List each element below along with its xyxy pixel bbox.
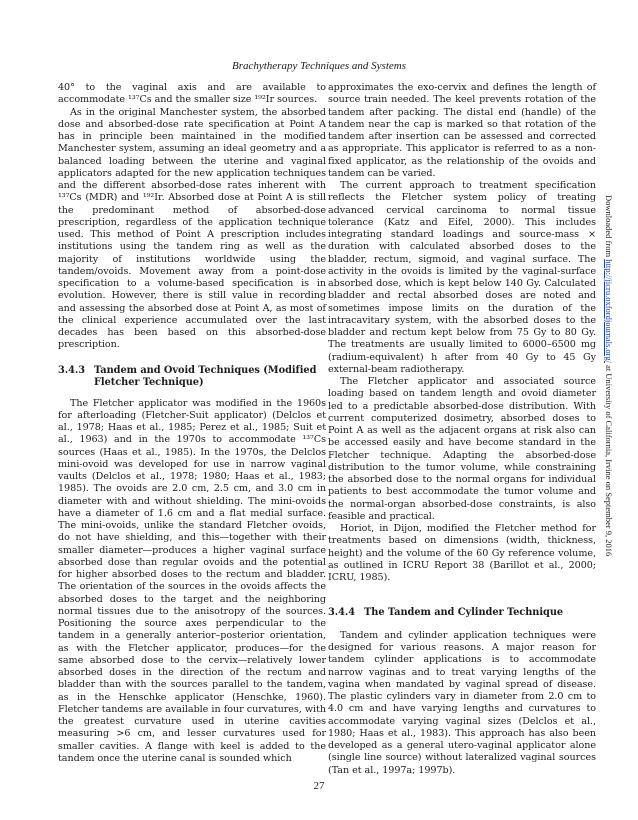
paragraph: 40° to the vaginal axis and are available to accommodate ¹³⁷Cs and the smaller size ¹⁹²Ir sources. [58, 82, 326, 106]
paragraph: The Fletcher applicator and associated source loading based on tandem length and ovoid diameter led to a predictable absorbed-dose distribution. With current computerized dosimetry, absorbed doses to Point A as well as the adjacent organs at risk also can be accessed easily and have become standard in the Fletcher technique. Adapting the absorbed-dose distribution to the tumor volume, while constraining the absorbed dose to the normal organs for individual patients to best accommodate the tumor volume and the normal-organ absorbed-dose constraints, is also feasible and practical. [328, 376, 596, 522]
download-notice [604, 195, 614, 556]
journal-link[interactable]: http://jicru.oxfordjournals.org/ [604, 259, 614, 363]
page-number: 27 [313, 780, 325, 792]
section-title: The Tandem and Cylinder Technique [364, 607, 564, 619]
paragraph: As in the original Manchester system, the absorbed dose and absorbed-dose rate specification at Point A has in principle been maintained in the modified Manchester system, assuming an ideal geometry and a balanced loading between the uterine and vaginal applicators adapted for the new application techniques and the different absorbed-dose rates inherent with ¹³⁷Cs (MDR) and ¹⁹²Ir. Absorbed dose at Point A is still the predominant method of absorbed-dose prescription, regardless of the application technique used. This method of Point A prescription includes institutions using the tandem ring as well as the majority of institutions worldwide using the tandem/ovoids. Movement away from a point-dose specification to a volume-based specification is in evolution. However, there is still value in recording and assessing the absorbed dose at Point A, as most of the clinical experience accumulated over the last decades has been based on this absorbed-dose prescription. [58, 106, 326, 351]
section-title: Tandem and Ovoid Techniques (Modified Fletcher Technique) [94, 364, 317, 388]
right-column [328, 82, 596, 777]
paragraph: Tandem and cylinder application techniques were designed for various reasons. A major reason for tandem cylinder applications is to accommodate narrow vaginas and to treat varying lengths of the vagina when mandated by vaginal spread of disease. The plastic cylinders vary in diameter from 2.0 cm to 4.0 cm and have varying lengths and curvatures to accommodate varying vaginal sizes (Delclos et al., 1980; Haas et al., 1983). This approach has also been developed as a general utero-vaginal applicator alone (single line source) without lateralized vaginal sources (Tan et al., 1997a; 1997b). [328, 629, 596, 776]
running-header: Brachytherapy Techniques and Systems [231, 60, 407, 72]
section-number: 3.4.4 [328, 607, 356, 619]
paragraph: The Fletcher applicator was modified in the 1960s for afterloading (Fletcher-Suit applicator) (Delclos et al., 1978; Haas et al., 1985; Perez et al., 1985; Suit et al., 1963) and in the 1970s to accommodate ¹³⁷Cs sources (Haas et al., 1985). In the 1970s, the Delclos mini-ovoid was developed for use in narrow vaginal vaults (Delclos et al., 1978; 1980; Haas et al., 1983; 1985). The ovoids are 2.0 cm, 2.5 cm, and 3.0 cm in diameter with and without shielding. The mini-ovoids have a diameter of 1.6 cm and a flat medial surface. The mini-ovoids, unlike the standard Fletcher ovoids, do not have shielding, and this—together with their smaller diameter—produces a higher vaginal surface absorbed dose than regular ovoids and the potential for higher absorbed doses to the rectum and bladder. The orientation of the sources in the ovoids affects the absorbed doses to the target and the neighboring normal tissues due to the anisotropy of the sources. Positioning the source axes perpendicular to the tandem in a generally anterior–posterior orientation, as with the Fletcher applicator, produces—for the same absorbed dose to the cervix—relatively lower absorbed doses in the direction of the rectum and bladder than with the sources parallel to the tandem, as in the Henschke applicator (Henschke, 1960). Fletcher tandems are available in four curvatures, with the greatest curvature used in uterine cavities measuring >6 cm, and lesser curvatures used for smaller cavities. A flange with keel is added to the tandem once the uterine canal is sounded which [58, 397, 326, 764]
paragraph: approximates the exo-cervix and defines the length of source train needed. The keel prevents rotation of the tandem after packing. The distal end (handle) of the tandem near the cap is marked so that rotation of the tandem after insertion can be assessed and corrected as appropriate. This applicator is referred to as a non-fixed applicator, as the relationship of the ovoids and tandem can be varied. [328, 82, 596, 179]
download-notice-suffix: at University of California, Irvine on September 9, 2016 [604, 362, 614, 557]
left-column [58, 82, 326, 765]
download-notice-prefix: Downloaded from [604, 195, 614, 260]
section-number: 3.4.3 [58, 364, 86, 376]
section-heading [328, 607, 596, 620]
paragraph: Horiot, in Dijon, modified the Fletcher method for treatments based on dimensions (width, thickness, height) and the volume of the 60 Gy reference volume, as outlined in ICRU Report 38 (Barillot et al., 2000; ICRU, 1985). [328, 523, 596, 583]
paragraph: The current approach to treatment specification reflects the Fletcher system policy of treating advanced cervical carcinoma to normal tissue tolerance (Katz and Eifel, 2000). This includes integrating standard loadings and source-mass × duration with calculated absorbed doses to the bladder, rectum, sigmoid, and vaginal surface. The activity in the ovoids is limited by the vaginal-surface absorbed dose, which is kept below 140 Gy. Calculated bladder and rectal absorbed doses are noted and sometimes impose limits on the duration of the intracavitary system, with the absorbed doses to the bladder and rectum kept below from 75 Gy to 80 Gy. The treatments are usually limited to 6000–6500 mg (radium-equivalent) h after from 40 Gy to 45 Gy external-beam radiotherapy. [328, 180, 596, 375]
section-heading [58, 365, 326, 390]
